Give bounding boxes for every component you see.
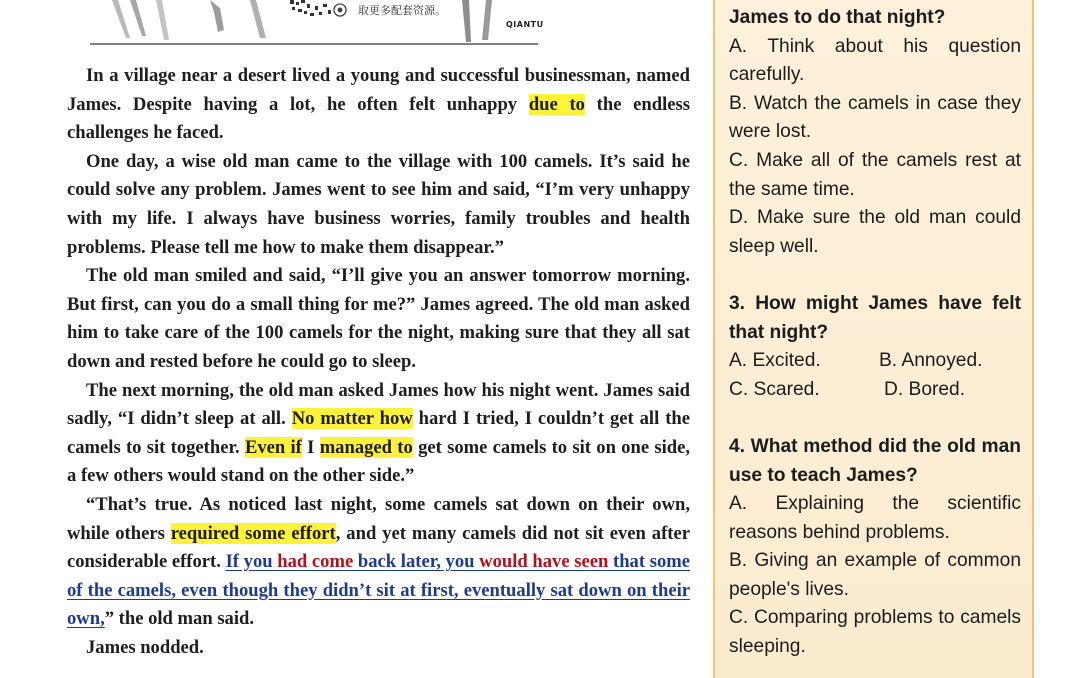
q3-options-row-2: [729, 376, 1021, 405]
q2-option-c: C. Make all of the camels rest at the same time.: [729, 149, 1021, 200]
reading-passage: [67, 62, 690, 662]
p4-text-a: The next morning, the old man asked James how his night went. James said sadly, “I didn’t sleep at all.: [67, 379, 690, 430]
passage-paragraph-3: The old man smiled and said, “I’ll give you an answer tomorrow morning. But first, can you do a small thing for me?” James agreed. The old man asked him to take care of the 100 camels for the night, making sure that they all sat down and rested before he could go to sleep.: [67, 265, 690, 372]
p4-text-c: I: [301, 436, 320, 458]
underlined-text-3: that some of the camels, even though they didn’t sit at first, eventually sat down on their own,: [67, 551, 690, 630]
question-3-stem: 3. How might James have felt that night?: [729, 292, 1021, 343]
passage-paragraph-5: [67, 491, 690, 634]
red-phrase-would-have-seen: would have seen: [479, 551, 609, 573]
q3-option-d: D. Bored.: [884, 378, 966, 400]
p1-text-b: the endless challenges he faced.: [67, 93, 690, 144]
highlight-managed-to: managed to: [319, 436, 413, 458]
p4-text-d: get some camels to sit on one side, a few others would stand on the other side.”: [67, 436, 691, 487]
qr-code-icon: [288, 0, 348, 20]
p5-text-b: , and yet many camels did not sit even after considerable effort.: [67, 522, 690, 573]
underlined-text-1: If you: [225, 551, 278, 573]
highlight-required-some-effort: required some effort: [170, 522, 336, 544]
q2-option-d: D. Make sure the old man could sleep well.: [729, 207, 1021, 257]
passage-paragraph-2: One day, a wise old man came to the village with 100 camels. It’s said he could solve any problem. James went to see him and said, “I’m very unhappy with my life. I always have business worries, family troubles and health problems. Please tell me how to make them disappear.”: [67, 150, 690, 258]
q3-option-b: B. Annoyed.: [879, 350, 983, 372]
q3-options-row-1: [729, 347, 1021, 376]
camel-illustration: [90, 0, 544, 48]
question-2-stem-tail: James to do that night?: [729, 7, 946, 28]
passage-paragraph-1: [67, 62, 690, 148]
highlight-even-if: Even if: [244, 436, 302, 458]
question-4-stem: 4. What method did the old man use to teach James?: [729, 435, 1021, 486]
q2-option-b: B. Watch the camels in case they were lost.: [729, 92, 1021, 143]
passage-paragraph-6: James nodded.: [86, 636, 204, 658]
q4-option-a: A. Explaining the scientific reasons behind problems.: [729, 493, 1021, 543]
spacer: [729, 404, 1021, 433]
illustration-caption: 取更多配套资源。: [358, 4, 446, 17]
highlight-due-to: due to: [528, 93, 585, 115]
q3-option-a: A. Excited.: [729, 350, 821, 372]
highlight-no-matter-how: No matter how: [291, 408, 413, 430]
passage-paragraph-4: [67, 377, 690, 491]
underlined-text-2: back later, you: [353, 551, 480, 573]
p4-text-b: hard I tried, I couldn’t get all the camels to sit together.: [67, 408, 690, 458]
q4-option-b: B. Giving an example of common people's lives.: [729, 550, 1021, 600]
illustration-brand: QIANTU: [506, 20, 544, 29]
red-phrase-had-come: had come: [277, 551, 354, 573]
p5-text-a: “That’s true. As noticed last night, some camels sat down on their own, while others: [67, 493, 690, 544]
q3-option-c: C. Scared.: [729, 378, 820, 400]
question-list: [729, 4, 1021, 662]
p5-text-c: ” the old man said.: [104, 608, 255, 630]
spacer: [729, 261, 1021, 290]
p1-text-a: In a village near a desert lived a young and successful businessman, named James. Despite having a lot, he often felt unhappy: [67, 65, 690, 115]
q2-option-a: A. Think about his question carefully.: [729, 35, 1021, 86]
q4-option-c: C. Comparing problems to camels sleeping.: [729, 607, 1021, 658]
